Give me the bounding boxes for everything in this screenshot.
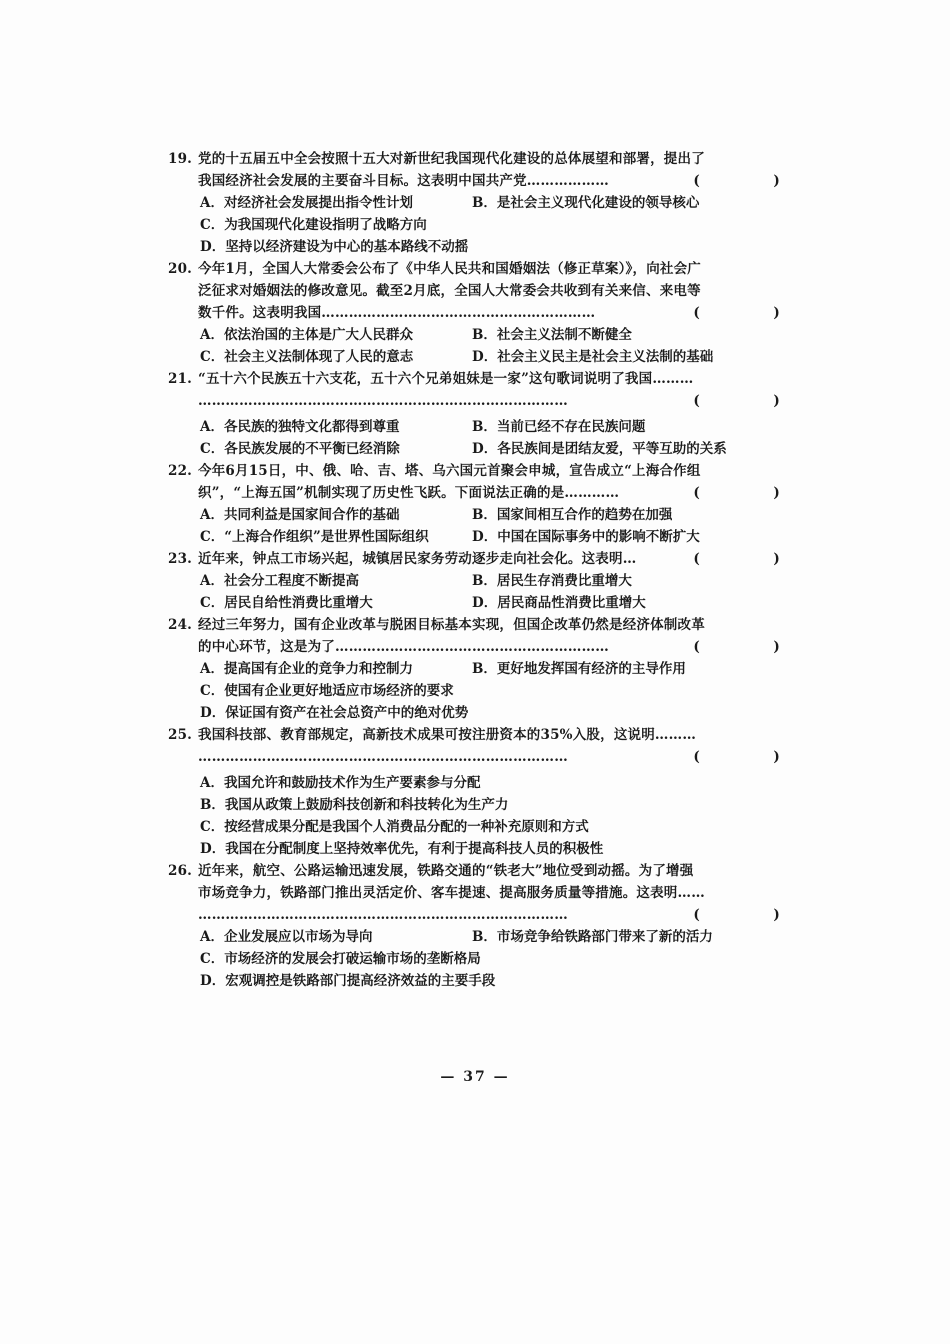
question-number: 23. xyxy=(168,551,193,567)
option-a: A．共同利益是国家间合作的基础 xyxy=(200,507,400,523)
answer-blank[interactable]: ( ) xyxy=(693,393,780,409)
option-c: C．使国有企业更好地适应市场经济的要求 xyxy=(200,683,454,699)
question-21 xyxy=(168,368,780,460)
question-number: 22. xyxy=(168,463,193,479)
question-number: 24. xyxy=(168,617,193,633)
option-c: C．社会主义法制体现了人民的意志 xyxy=(200,349,414,365)
question-number: 26. xyxy=(168,863,193,879)
question-text: 市场竞争力，铁路部门推出灵活定价、客车提速、提高服务质量等措施。这表明…… xyxy=(198,885,705,901)
option-a: A．企业发展应以市场为导向 xyxy=(200,929,373,945)
question-number: 25. xyxy=(168,727,193,743)
question-text: 泛征求对婚姻法的修改意见。截至2月底，全国人大常委会共收到有关来信、来电等 xyxy=(198,283,701,299)
option-a: A．各民族的独特文化都得到尊重 xyxy=(200,419,400,435)
answer-blank[interactable]: ( ) xyxy=(693,485,780,501)
option-c: C．为我国现代化建设指明了战略方向 xyxy=(200,217,427,233)
option-b: B．市场竞争给铁路部门带来了新的活力 xyxy=(472,929,713,945)
question-text: 织”，“上海五国”机制实现了历史性飞跃。下面说法正确的是………… xyxy=(198,485,620,501)
question-number: 20. xyxy=(168,261,193,277)
question-26 xyxy=(168,860,780,992)
question-text: “五十六个民族五十六支花，五十六个兄弟姐妹是一家”这句歌词说明了我国……… xyxy=(198,371,694,387)
question-text: ……………………………………………………………………… xyxy=(198,907,568,923)
question-text: ……………………………………………………………………… xyxy=(198,393,568,409)
question-text: 近年来，航空、公路运输迅速发展，铁路交通的“铁老大”地位受到动摇。为了增强 xyxy=(198,863,694,879)
question-24 xyxy=(168,614,780,724)
question-text: ……………………………………………………………………… xyxy=(198,749,568,765)
answer-blank[interactable]: ( ) xyxy=(693,639,780,655)
option-b: B．国家间相互合作的趋势在加强 xyxy=(472,507,673,523)
option-c: C．市场经济的发展会打破运输市场的垄断格局 xyxy=(200,951,481,967)
page-number: — 37 — xyxy=(440,1069,510,1085)
option-a: A．依法治国的主体是广大人民群众 xyxy=(200,327,413,343)
question-text: 今年6月15日，中、俄、哈、吉、塔、乌六国元首聚会申城，宣告成立“上海合作组 xyxy=(198,463,701,479)
question-19 xyxy=(168,148,780,258)
question-text: 我国科技部、教育部规定，高新技术成果可按注册资本的35%入股，这说明……… xyxy=(198,727,697,743)
option-d: D．居民商品性消费比重增大 xyxy=(472,595,646,611)
question-text: 的中心环节，这是为了…………………………………………………… xyxy=(198,639,609,655)
question-number: 21. xyxy=(168,371,193,387)
answer-blank[interactable]: ( ) xyxy=(693,907,780,923)
option-c: C．各民族发展的不平衡已经消除 xyxy=(200,441,400,457)
question-20 xyxy=(168,258,780,368)
option-d: D．各民族间是团结友爱，平等互助的关系 xyxy=(472,441,727,457)
option-d: D．我国在分配制度上坚持效率优先，有利于提高科技人员的积极性 xyxy=(200,841,604,857)
option-b: B．是社会主义现代化建设的领导核心 xyxy=(472,195,700,211)
option-b: B．我国从政策上鼓励科技创新和科技转化为生产力 xyxy=(200,797,509,813)
option-d: D．保证国有资产在社会总资产中的绝对优势 xyxy=(200,705,469,721)
question-22 xyxy=(168,460,780,548)
answer-blank[interactable]: ( ) xyxy=(693,173,780,189)
question-text: 数千件。这表明我国…………………………………………………… xyxy=(198,305,596,321)
option-a: A．提高国有企业的竞争力和控制力 xyxy=(200,661,413,677)
question-number: 19. xyxy=(168,151,193,167)
question-text: 经过三年努力，国有企业改革与脱困目标基本实现，但国企改革仍然是经济体制改革 xyxy=(198,617,705,633)
option-d: D．社会主义民主是社会主义法制的基础 xyxy=(472,349,714,365)
option-d: D．中国在国际事务中的影响不断扩大 xyxy=(472,529,700,545)
question-text: 党的十五届五中全会按照十五大对新世纪我国现代化建设的总体展望和部署，提出了 xyxy=(198,151,705,167)
question-25 xyxy=(168,724,780,860)
option-b: B．更好地发挥国有经济的主导作用 xyxy=(472,661,686,677)
option-c: C．“上海合作组织”是世界性国际组织 xyxy=(200,529,429,545)
option-d: D．宏观调控是铁路部门提高经济效益的主要手段 xyxy=(200,973,496,989)
option-d: D．坚持以经济建设为中心的基本路线不动摇 xyxy=(200,239,469,255)
answer-blank[interactable]: ( ) xyxy=(693,749,780,765)
option-a: A．社会分工程度不断提高 xyxy=(200,573,359,589)
answer-blank[interactable]: ( ) xyxy=(693,305,780,321)
option-b: B．当前已经不存在民族问题 xyxy=(472,419,646,435)
option-a: A．我国允许和鼓励技术作为生产要素参与分配 xyxy=(200,775,481,791)
option-c: C．居民自给性消费比重增大 xyxy=(200,595,373,611)
question-text: 我国经济社会发展的主要奋斗目标。这表明中国共产党……………… xyxy=(198,173,609,189)
option-a: A．对经济社会发展提出指令性计划 xyxy=(200,195,413,211)
question-text: 今年1月，全国人大常委会公布了《中华人民共和国婚姻法（修正草案）》，向社会广 xyxy=(198,261,701,277)
question-23 xyxy=(168,548,780,614)
option-c: C．按经营成果分配是我国个人消费品分配的一种补充原则和方式 xyxy=(200,819,589,835)
option-b: B．社会主义法制不断健全 xyxy=(472,327,632,343)
question-list xyxy=(168,148,780,992)
question-text: 近年来，钟点工市场兴起，城镇居民家务劳动逐步走向社会化。这表明… xyxy=(198,551,637,567)
option-b: B．居民生存消费比重增大 xyxy=(472,573,632,589)
answer-blank[interactable]: ( ) xyxy=(693,551,780,567)
